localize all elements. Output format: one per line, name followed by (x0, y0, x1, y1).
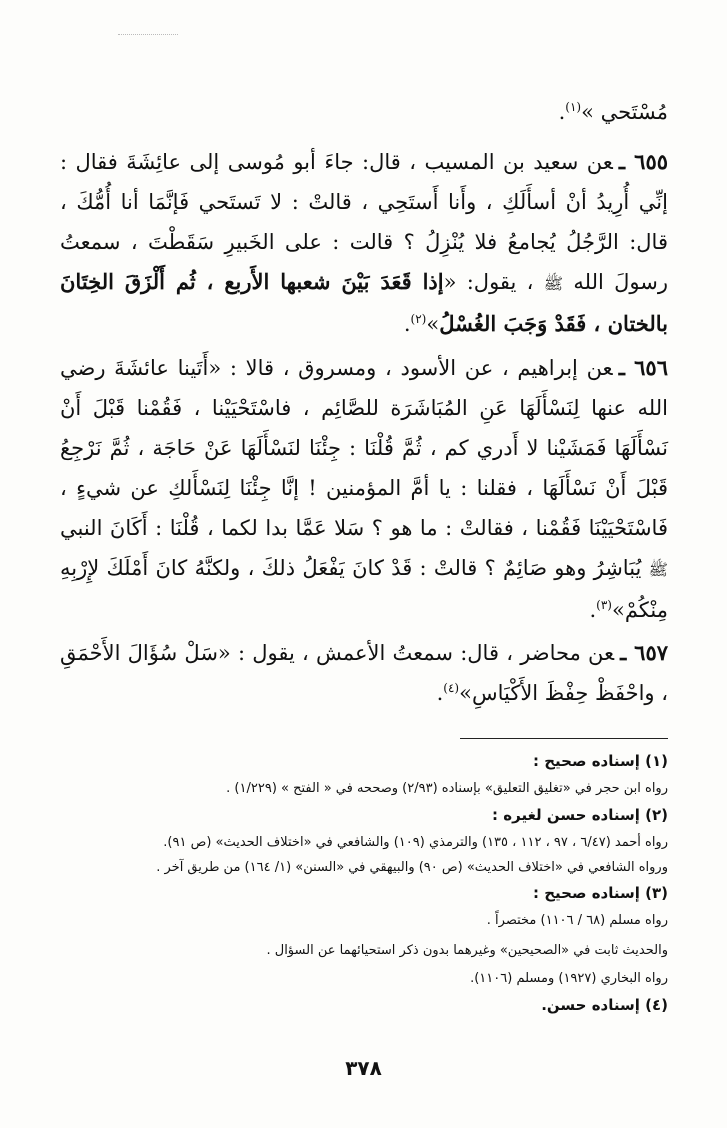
footnote-2-line-1: رواه أحمد (٦/٤٧ ، ٩٧ ، ١١٢ ، ١٣٥) والترمذي (١٠٩) والشافعي في «اختلاف الحديث» (ص ٩١). (163, 835, 668, 850)
hadith-text: عن محاضر ، قال: سمعتُ الأعمش ، يقول : «سَلْ سُؤَالَ الأَحْمَقِ ، واحْفَظْ حِفْظَ الأَكْيَاسِ» (60, 641, 668, 705)
footnote-ref-3[interactable]: (٣) (596, 598, 612, 612)
footnote-2-line-2: ورواه الشافعي في «اختلاف الحديث» (ص ٩٠) والبيهقي في «السنن» (١/ ١٦٤) من طريق آخر . (156, 860, 668, 875)
salutation-glyph: ﷺ (543, 274, 564, 293)
scan-speck (118, 34, 178, 37)
footnote-3-line-2: والحديث ثابت في «الصحيحين» وغيرهما بدون ذكر استحيائهما عن السؤال . (266, 943, 668, 958)
hadith-end: . (589, 598, 597, 622)
hadith-655 (60, 142, 668, 344)
footnote-ref-1[interactable]: (١) (565, 100, 582, 114)
hadith-657 (60, 633, 668, 713)
hadith-number: ٦٥٧ ـ (620, 640, 669, 665)
footnote-3-line-1: رواه مسلم (٦٨ / ١١٠٦) مختصراً . (486, 913, 668, 928)
hadith-text: عن إبراهيم ، عن الأسود ، ومسروق ، قالا : «أَتَينا عائشَةَ رضي الله عنها لِنَسْأَلَهَا عَنِ المُبَاشَرَة للصَّائِم ، فاسْتَحْيَيْنا ، فَقُمْنا قَبْلَ أَنْ نَسْأَلَهَا فَمَشَيْنا لا أَدري كم ، ثُمَّ قُلْنَا : جِئْنَا لنَسْأَلَهَا عَنْ حَاجَة ، ثُمَّ نَرْجِعُ قَبْلَ أَنْ نَسْأَلَهَا ، فقلنا : يا أمَّ المؤمنين ! إنَّا جِئْنَا لِنَسْأَلكِ عن شيءٍ ، فَاسْتَحْيَيْنَا فَقُمْنا ، فقالتْ : ما هو ؟ سَلا عَمَّا بدا لكما ، قُلْنَا : أَكَانَ النبي (60, 356, 668, 540)
hadith-text-cont: يُبَاشِرُ وهو صَائِمٌ ؟ قالتْ : قَدْ كانَ يَفْعَلُ ذلكَ ، ولكنَّهُ كانَ أَمْلَكَ لإِرْبِهِ مِنْكُمْ» (60, 556, 668, 622)
footnote-1-line: رواه ابن حجر في «تغليق التعليق» بإسناده (٢/٩٣) وصححه في « الفتح » (١/٢٢٩) . (226, 781, 668, 796)
footnote-3-line-3: رواه البخاري (١٩٢٧) ومسلم (١١٠٦). (470, 971, 668, 986)
paragraph-continuation (60, 92, 668, 132)
hadith-end: . (403, 312, 411, 336)
footnote-1-heading: (١) إسناده صحيح : (533, 752, 668, 770)
continuation-text: مُسْتَحي » (581, 100, 668, 124)
hadith-text: عن سعيد بن المسيب ، قال: جاءَ أبو مُوسى إلى عائِشَةَ فقال : إنِّي أُرِيدُ أنْ أسأَلَكِ ، وأَنا أَستَحِي ، قالتْ : لا تَستَحي فَإنَّمَا أنا أُمُّكَ ، قال: الرَّجُلُ يُجامعُ فلا يُنْزِلُ ؟ قالت : على الخَبيرِ سَقَطْتَ ، سمعتُ رسولَ الله (60, 150, 668, 294)
quote-close: » (426, 312, 440, 336)
salutation-glyph: ﷺ (648, 560, 668, 579)
hadith-number: ٦٥٦ ـ (618, 355, 668, 380)
hadith-number: ٦٥٥ ـ (618, 149, 669, 174)
hadith-matn-bold: إذا قَعَدَ بَيْنَ شعبها الأَربع ، ثُم أَلْزَقَ الخِتَانَ بالختان ، فَقَدْ وَجَبَ الغُسْلُ (60, 269, 668, 336)
hadith-656 (60, 348, 668, 630)
footnote-2-heading: (٢) إسناده حسن لغيره : (492, 806, 668, 824)
continuation-end: . (558, 100, 566, 124)
footnote-4-heading: (٤) إسناده حسن. (541, 996, 668, 1014)
footnote-ref-4[interactable]: (٤) (443, 681, 460, 695)
hadith-end: . (436, 681, 444, 705)
footnote-separator (460, 738, 668, 739)
footnote-ref-2[interactable]: (٢) (410, 312, 427, 326)
hadith-text-cont: ، يقول: « (443, 270, 534, 294)
page-number: ٣٧٨ (345, 1056, 382, 1080)
footnote-3-heading: (٣) إسناده صحيح : (533, 884, 668, 902)
